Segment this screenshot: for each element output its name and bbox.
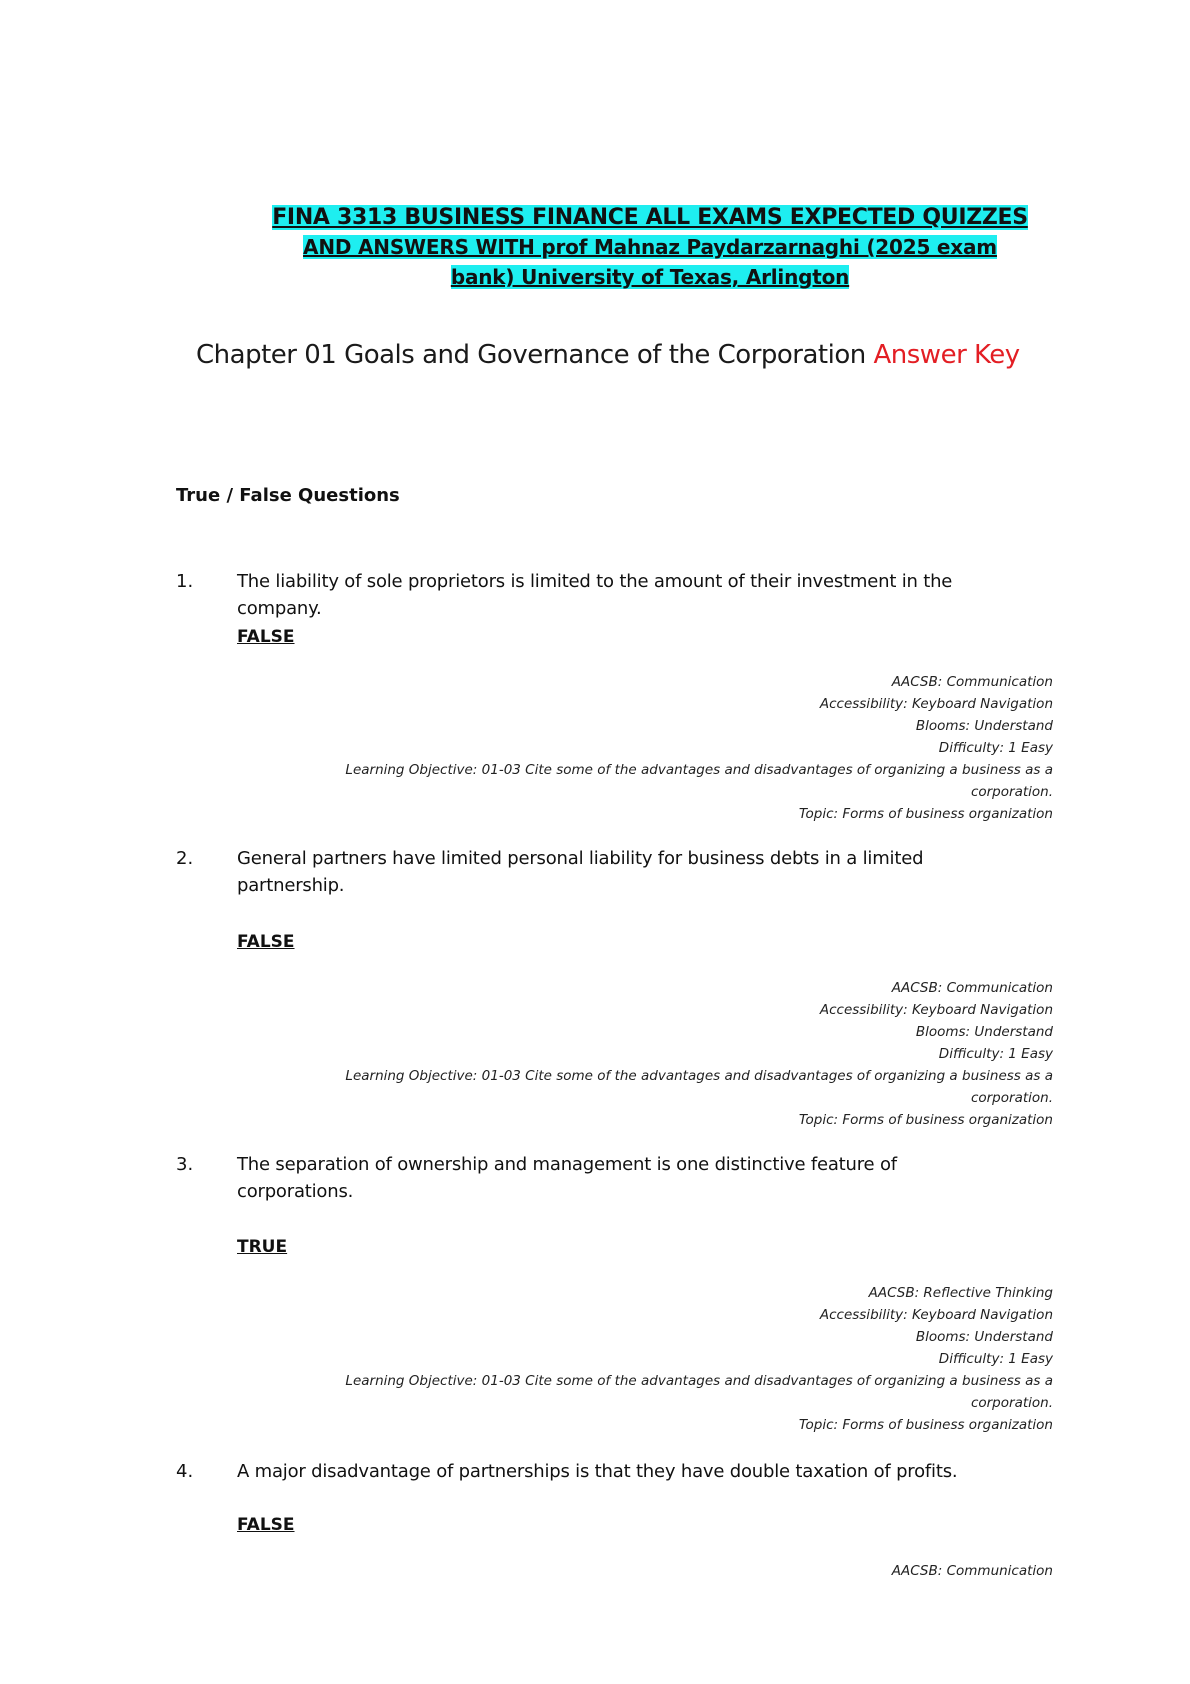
answer: FALSE [237,932,295,952]
meta-difficulty: Difficulty: 1 Easy [938,1046,1053,1062]
question-number: 3. [176,1154,194,1175]
meta-aacsb: AACSB: Communication [891,674,1053,690]
question-number: 2. [176,848,194,869]
meta-learning-objective: Learning Objective: 01-03 Cite some of the advantages and disadvantages of organizing a business as a corporation. [345,1373,1053,1411]
chapter-heading [196,340,1096,370]
meta-blooms: Blooms: Understand [915,1329,1053,1345]
question-text: The separation of ownership and management is one distinctive feature of corporations. [237,1154,897,1202]
section-title: True / False Questions [176,485,400,506]
question-metadata [320,671,1053,825]
answer: TRUE [237,1237,288,1257]
meta-topic: Topic: Forms of business organization [798,806,1053,822]
meta-difficulty: Difficulty: 1 Easy [938,740,1053,756]
question-text: The liability of sole proprietors is limited to the amount of their investment in the company. [237,571,953,619]
meta-learning-objective: Learning Objective: 01-03 Cite some of the advantages and disadvantages of organizing a business as a corporation. [345,762,1053,800]
meta-aacsb: AACSB: Reflective Thinking [868,1285,1053,1301]
title-line-1: FINA 3313 BUSINESS FINANCE ALL EXAMS EXPECTED QUIZZES [272,205,1028,230]
document-title [230,204,1070,293]
meta-accessibility: Accessibility: Keyboard Navigation [819,696,1053,712]
question-text: A major disadvantage of partnerships is that they have double taxation of profits. [237,1461,958,1482]
answer: FALSE [237,627,295,647]
meta-difficulty: Difficulty: 1 Easy [938,1351,1053,1367]
chapter-title: Chapter 01 Goals and Governance of the Corporation [196,340,866,370]
meta-blooms: Blooms: Understand [915,718,1053,734]
meta-accessibility: Accessibility: Keyboard Navigation [819,1002,1053,1018]
question-metadata [320,977,1053,1131]
answer-key-label: Answer Key [873,340,1020,370]
meta-topic: Topic: Forms of business organization [798,1112,1053,1128]
title-line-3: bank) University of Texas, Arlington [450,265,850,289]
question-number: 4. [176,1461,194,1482]
meta-aacsb: AACSB: Communication [891,980,1053,996]
question-number: 1. [176,571,194,592]
title-line-2: AND ANSWERS WITH prof Mahnaz Paydarzarnaghi (2025 exam [303,235,997,259]
meta-topic: Topic: Forms of business organization [798,1417,1053,1433]
meta-blooms: Blooms: Understand [915,1024,1053,1040]
answer: FALSE [237,1515,295,1535]
question-metadata [320,1282,1053,1436]
meta-aacsb: AACSB: Communication [891,1563,1053,1579]
meta-accessibility: Accessibility: Keyboard Navigation [819,1307,1053,1323]
meta-learning-objective: Learning Objective: 01-03 Cite some of the advantages and disadvantages of organizing a business as a corporation. [345,1068,1053,1106]
question-metadata [320,1560,1053,1582]
question-text: General partners have limited personal liability for business debts in a limited partnership. [237,848,924,896]
